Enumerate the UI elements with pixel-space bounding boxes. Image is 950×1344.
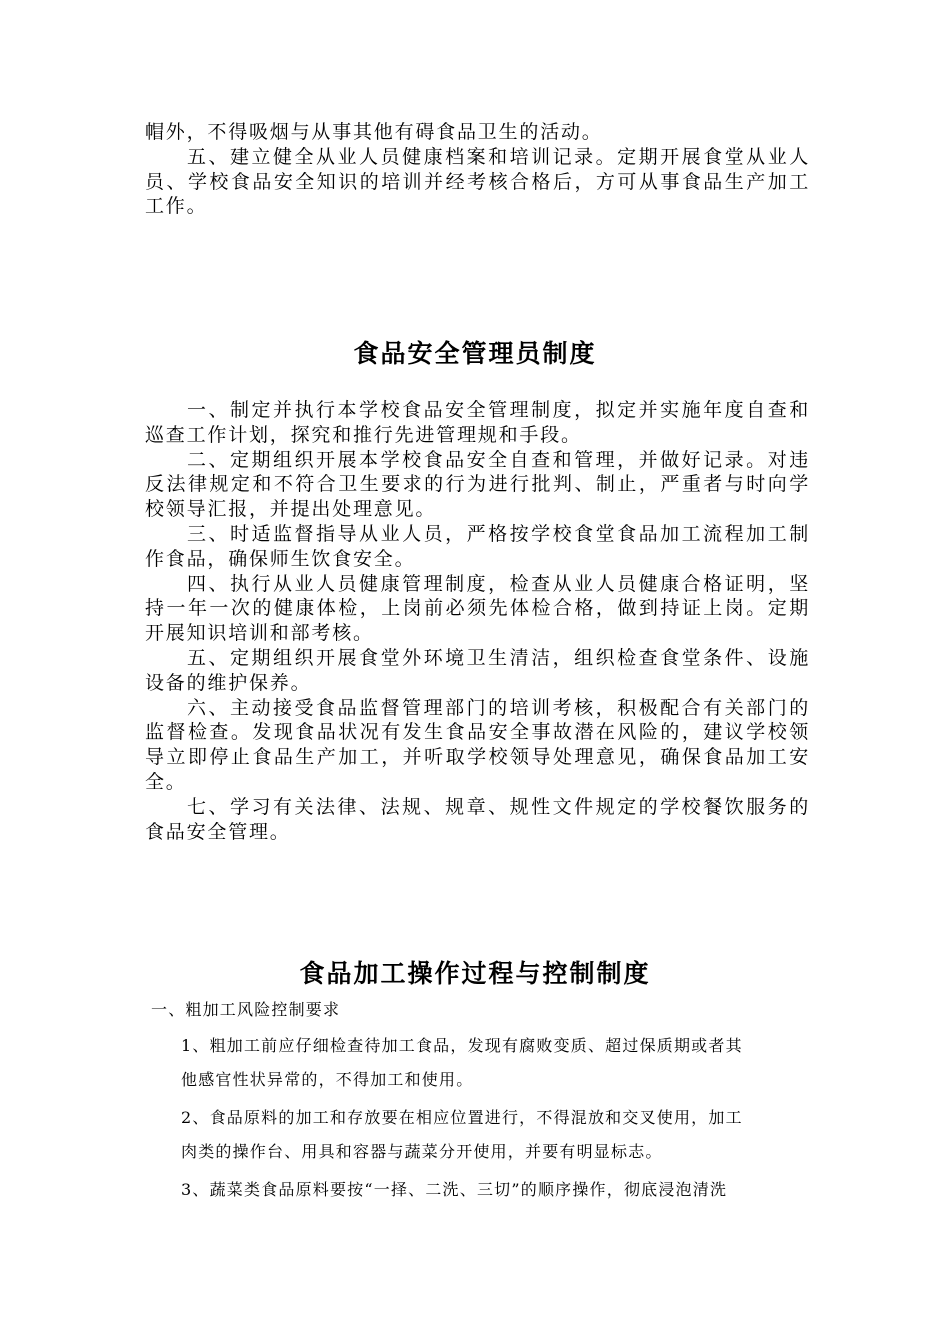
item-line: 他感官性状异常的，不得加工和使用。 (181, 1070, 474, 1089)
item-line: 肉类的操作台、用具和容器与蔬菜分开使用，并要有明显标志。 (181, 1142, 663, 1161)
paragraph: 七、学习有关法律、法规、规章、规性文件规定的学校餐饮服务的食品安全管理。 (145, 795, 810, 843)
item-line: 1、粗加工前应仔细检查待加工食品，发现有腐败变质、超过保质期或者其 (181, 1036, 743, 1055)
item-line: 3、蔬菜类食品原料要按“一择、二洗、三切”的顺序操作，彻底浸泡清洗 (181, 1180, 728, 1199)
section-top (145, 120, 810, 219)
section-process-body (145, 1000, 810, 1218)
section-manager-body (145, 398, 810, 844)
paragraph: 一、制定并执行本学校食品安全管理制度，拟定并实施年度自查和巡查工作计划，探究和推行先进管理规和手段。 (145, 399, 810, 446)
paragraph: 二、定期组织开展本学校食品安全自查和管理，并做好记录。对违反法律规定和不符合卫生要求的行为进行批判、制止，严重者与时向学校领导汇报，并提出处理意见。 (145, 448, 810, 521)
paragraph: 六、主动接受食品监督管理部门的培训考核，积极配合有关部门的监督检查。发现食品状况有发生食品安全事故潜在风险的，建议学校领导立即停止食品生产加工，并听取学校领导处理意见，确保食品加工安全。 (145, 696, 810, 793)
list-item (145, 1180, 810, 1200)
paragraph: 四、执行从业人员健康管理制度，检查从业人员健康合格证明，坚持一年一次的健康体检，上岗前必须先体检合格，做到持证上岗。定期开展知识培训和部考核。 (145, 572, 810, 645)
paragraph: 三、时适监督指导从业人员，严格按学校食堂食品加工流程加工制作食品，确保师生饮食安全。 (145, 522, 810, 570)
subsection-heading: 一、粗加工风险控制要求 (151, 1000, 341, 1019)
section-title-manager: 食品安全管理员制度 (353, 339, 597, 368)
list-item (145, 1108, 810, 1162)
item-line: 2、食品原料的加工和存放要在相应位置进行，不得混放和交叉使用，加工 (181, 1108, 743, 1127)
paragraph: 帽外，不得吸烟与从事其他有碍食品卫生的活动。 (145, 121, 603, 143)
list-item (145, 1036, 810, 1090)
paragraph: 五、建立健全从业人员健康档案和培训记录。定期开展食堂从业人员、学校食品安全知识的培训并经考核合格后，方可从事食品生产加工工作。 (145, 145, 810, 218)
section-title-process: 食品加工操作过程与控制制度 (299, 959, 651, 988)
paragraph: 五、定期组织开展食堂外环境卫生清洁，组织检查食堂条件、设施设备的维护保养。 (145, 646, 810, 694)
